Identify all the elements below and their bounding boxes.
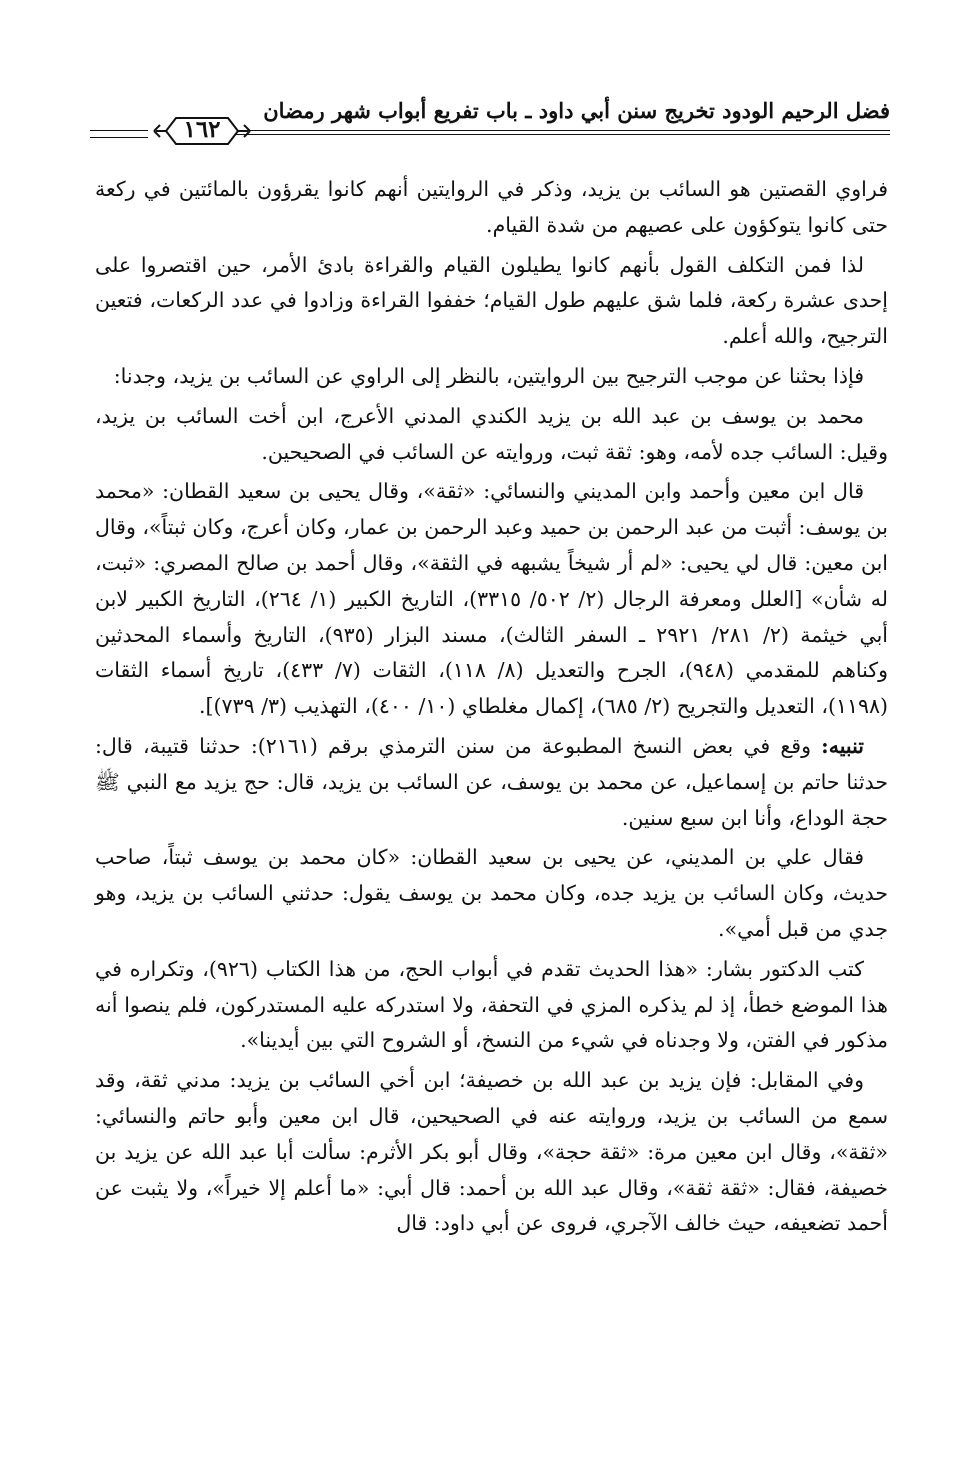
header-rule-double [200, 134, 890, 135]
running-title: فضل الرحيم الودود تخريج سنن أبي داود ـ باب تفريع أبواب شهر رمضان [263, 98, 890, 123]
page-body [95, 172, 888, 1246]
paragraph-1: فراوي القصتين هو السائب بن يزيد، وذكر في الروايتين أنهم كانوا يقرؤون بالمائتين في ركعة حتى كانوا يتوكؤون على عصيهم من شدة القيام. [95, 177, 888, 237]
paragraph-3: فإذا بحثنا عن موجب الترجيح بين الروايتين، بالنظر إلى الراوي عن السائب بن يزيد، وجدنا: [113, 363, 864, 388]
paragraph-9: وفي المقابل: فإن يزيد بن عبد الله بن خصيفة؛ ابن أخي السائب بن يزيد: مدني ثقة، وقد سمع من السائب بن يزيد، وروايته عنه في الصحيحين، قال ابن معين وأبو حاتم والنسائي: «ثقة»، وقال ابن معين مرة: «ثقة حجة»، وقال أبو بكر الأثرم: سألت أبا عبد الله عن يزيد بن خصيفة، فقال: «ثقة ثقة»، وقال عبد الله بن أحمد: قال أبي: «ما أعلم إلا خيراً»، ولا يثبت عن أحمد تضعيفه، حيث خالف الآجري، فروى عن أبي داود: قال [95, 1068, 888, 1236]
paragraph-6-note [95, 729, 888, 836]
header-left-rule [90, 130, 148, 138]
paragraph-4: محمد بن يوسف بن عبد الله بن يزيد الكندي المدني الأعرج، ابن أخت السائب بن يزيد، وقيل: السائب جده لأمه، وهو: ثقة ثبت، وروايته عن السائب في الصحيحين. [95, 403, 888, 464]
note-label: تنبيه: [821, 733, 864, 758]
note-text: وقع في بعض النسخ المطبوعة من سنن الترمذي برقم (٢١٦١): حدثنا قتيبة، قال: حدثنا حاتم بن إسماعيل، عن محمد بن يوسف، عن السائب بن يزيد، قال: حج يزيد مع النبي ﷺ حجة الوداع، وأنا ابن سبع سنين. [95, 733, 888, 830]
header-rule [200, 130, 890, 131]
page-number-ornament [152, 112, 252, 150]
running-header [90, 88, 890, 150]
paragraph-2: لذا فمن التكلف القول بأنهم كانوا يطيلون القيام والقراءة بادئ الأمر، حين اقتصروا على إحدى عشرة ركعة، فلما شق عليهم طول القيام؛ خففوا القراءة وزادوا في عدد الركعات، فتعين الترجيح، والله أعلم. [95, 252, 888, 349]
paragraph-5: قال ابن معين وأحمد وابن المديني والنسائي: «ثقة»، وقال يحيى بن سعيد القطان: «محمد بن يوسف: أثبت من عبد الرحمن بن حميد وعبد الرحمن بن عمار، وكان أعرج، وكان ثبتاً»، وقال ابن معين: قال لي يحيى: «لم أر شيخاً يشبهه في الثقة»، وقال أحمد بن صالح المصري: «ثبت، له شأن» [العلل ومعرفة الرجال (٢/ ٥٠٢/ ٣٣١٥)، التاريخ الكبير (١/ ٢٦٤)، التاريخ الكبير لابن أبي خيثمة (٢/ ٢٨١/ ٢٩٢١ ـ السفر الثالث)، مسند البزار (٩٣٥)، التاريخ وأسماء المحدثين وكناهم للمقدمي (٩٤٨)، الجرح والتعديل (٨/ ١١٨)، الثقات (٧/ ٤٣٣)، تاريخ أسماء الثقات (١١٩٨)، التعديل والتجريح (٢/ ٦٨٥)، إكمال مغلطاي (١٠/ ٤٠٠)، التهذيب (٣/ ٧٣٩)]. [95, 479, 888, 719]
paragraph-8: كتب الدكتور بشار: «هذا الحديث تقدم في أبواب الحج، من هذا الكتاب (٩٢٦)، وتكراره في هذا الموضع خطأ، إذ لم يذكره المزي في التحفة، ولا استدركه عليه المستدركون، فلم ينصوا أنه مذكور في الفتن، ولا وجدناه في شيء من النسخ، أو الشروح التي بين أيدينا». [95, 956, 888, 1053]
paragraph-7: فقال علي بن المديني، عن يحيى بن سعيد القطان: «كان محمد بن يوسف ثبتاً، صاحب حديث، وكان السائب بن يزيد جده، وكان محمد بن يوسف يقول: حدثني السائب بن يزيد، وهو جدي من قبل أمي». [95, 845, 888, 941]
page-number: ١٦٢ [183, 116, 221, 143]
